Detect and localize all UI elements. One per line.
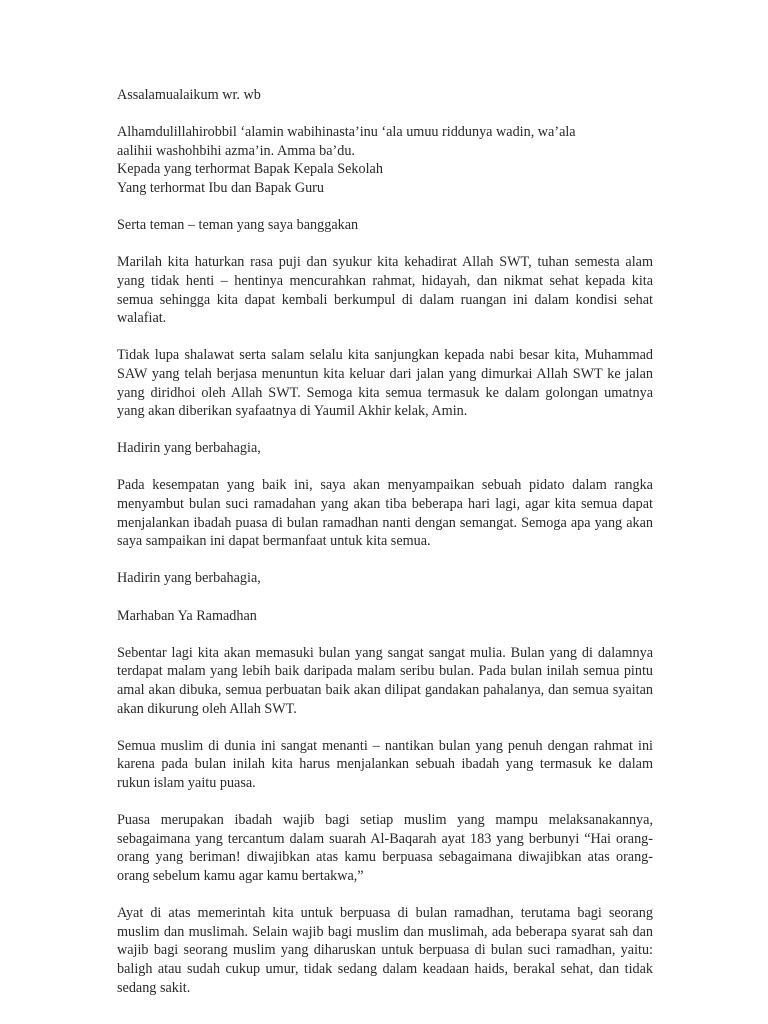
paragraph-gratitude: Marilah kita haturkan rasa puji dan syukur kita kehadirat Allah SWT, tuhan semesta alam yang tidak henti – hentinya mencurahkan rahmat, hidayah, dan nikmat sehat kepada kita semua sehingga kita dapat kembali berkumpul di dalam ruangan ini dalam kondisi sehat walafiat.	[117, 254, 653, 327]
paragraph-awaiting: Semua muslim di dunia ini sangat menanti – nantikan bulan yang penuh dengan rahmat ini karena pada bulan inilah kita harus menjalankan sebuah ibadah yang termasuk ke dalam rukun islam yaitu puasa.	[117, 737, 653, 791]
document-page	[117, 86, 653, 1016]
opening-line: Yang terhormat Ibu dan Bapak Guru	[117, 179, 324, 196]
marhaban-heading: Marhaban Ya Ramadhan	[117, 607, 257, 624]
opening-block	[117, 123, 653, 197]
greeting: Assalamualaikum wr. wb	[117, 87, 261, 103]
hadirin-heading: Hadirin yang berbahagia,	[117, 570, 261, 587]
opening-line: Alhamdulillahirobbil ‘alamin wabihinasta’inu ‘ala umuu riddunya wadin, wa’ala	[117, 124, 576, 141]
paragraph-verse: Puasa merupakan ibadah wajib bagi setiap muslim yang mampu melaksanakannya, sebagaimana yang tercantum dalam suarah Al-Baqarah ayat 183 yang berbunyi “Hai orang-orang yang beriman! diwajibkan atas kamu berpuasa sebagaimana diwajibkan atas orang-orang sebelum kamu agar kamu bertakwa,”	[117, 812, 653, 884]
opening-line: Kepada yang terhormat Bapak Kepala Sekolah	[117, 161, 383, 178]
paragraph-conditions: Ayat di atas memerintah kita untuk berpuasa di bulan ramadhan, terutama bagi seorang muslim dan muslimah. Selain wajib bagi muslim dan muslimah, ada beberapa syarat sah dan wajib bagi seorang muslim yang diharuskan untuk berpuasa di bulan suci ramadhan, yaitu: baligh atau sudah cukup umur, tidak sedang dalam keadaan haids, berakal sehat, dan tidak sedang sakit.	[117, 905, 653, 996]
hadirin-heading: Hadirin yang berbahagia,	[117, 440, 261, 457]
paragraph-purpose: Pada kesempatan yang baik ini, saya akan menyampaikan sebuah pidato dalam rangka menyambut bulan suci ramadahan yang akan tiba beberapa hari lagi, agar kita semua dapat menjalankan ibadah puasa di bulan ramadhan nanti dengan semangat. Semoga apa yang akan saya sampaikan ini dapat bermanfaat untuk kita semua.	[117, 477, 653, 550]
opening-line: aalihii washohbihi azma’in. Amma ba’du.	[117, 142, 355, 159]
friends-greeting: Serta teman – teman yang saya banggakan	[117, 217, 359, 234]
paragraph-shalawat: Tidak lupa shalawat serta salam selalu kita sanjungkan kepada nabi besar kita, Muhammad SAW yang telah berjasa menuntun kita keluar dari jalan yang dimurkai Allah SWT ke jalan yang diridhoi oleh Allah SWT. Semoga kita semua termasuk ke dalam golongan umatnya yang akan diberikan syafaatnya di Yaumil Akhir kelak, Amin.	[117, 347, 653, 420]
paragraph-glorious-month: Sebentar lagi kita akan memasuki bulan yang sangat sangat mulia. Bulan yang di dalamnya terdapat malam yang lebih baik daripada malam seribu bulan. Pada bulan inilah semua pintu amal akan dibuka, semua perbuatan baik akan dilipat gandakan pahalanya, dan semua syaitan akan dikurung oleh Allah SWT.	[117, 644, 653, 717]
